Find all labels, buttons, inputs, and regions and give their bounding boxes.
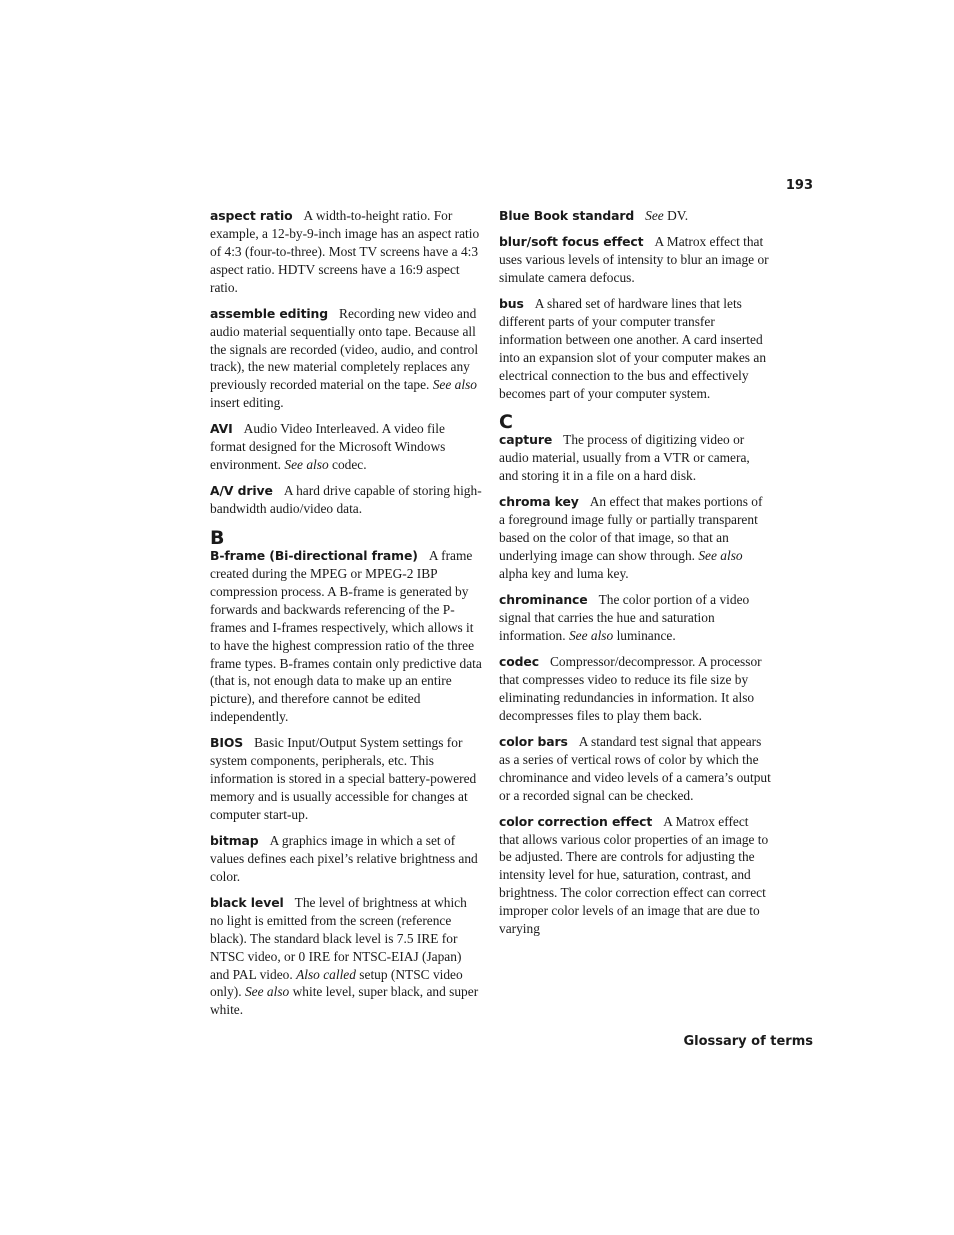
glossary-term: capture (499, 432, 553, 448)
glossary-definition: A hard drive capable of storing high-bandwidth audio/video data. (210, 483, 482, 517)
glossary-term: blur/soft focus effect (499, 234, 644, 250)
glossary-definition: The process of digitizing video or audio material, usually from a VTR or camera, and storing it in a file on a hard disk. (499, 432, 750, 484)
glossary-term: chroma key (499, 494, 579, 510)
glossary-definition: Recording new video and audio material sequentially onto tape. Because all the signals are recorded (video, audio, and control track), the new material completely replaces any previously recorded material on the tape. (210, 305, 479, 393)
section-heading-b: B (210, 527, 225, 550)
glossary-entry-bus (499, 295, 771, 402)
see-also-reference: insert editing. (210, 395, 284, 411)
see-also-label: See also (698, 548, 743, 564)
see-also-label: See also (568, 627, 614, 643)
glossary-term: A/V drive (210, 483, 273, 499)
glossary-entry-bios (210, 734, 482, 824)
glossary-entry-codec (499, 653, 771, 725)
glossary-definition: Compressor/decompressor. A processor that compresses video to reduce its file size by eliminating redundancies in information. It also decompresses files to play them back. (499, 653, 762, 723)
glossary-definition: An effect that makes portions of a foreground image fully or partially transparent based on the color of that image, so that an underlying image can show through. (499, 494, 763, 564)
glossary-term: black level (210, 894, 284, 910)
glossary-definition: A Matrox effect that allows various color properties of an image to be adjusted. There are controls for adjusting the intensity level for hue, saturation, contrast, and brightness. The color correction effect can correct improper color levels of an image that are due to varying (499, 813, 769, 937)
see-also-label: See also (284, 457, 329, 473)
glossary-term: aspect ratio (210, 208, 293, 223)
glossary-term: assemble editing (210, 305, 329, 321)
page-number: 193 (785, 178, 813, 193)
glossary-term: Blue Book standard (499, 208, 635, 223)
glossary-definition: The color portion of a video signal that carries the hue and saturation information. (499, 592, 750, 643)
glossary-term: bitmap (210, 833, 259, 849)
glossary-entry-av-drive (210, 482, 482, 518)
section-heading-c: C (499, 411, 513, 434)
glossary-entry-aspect-ratio (210, 207, 482, 297)
glossary-column-right (499, 207, 771, 946)
glossary-term: color correction effect (499, 813, 653, 829)
glossary-entry-b-frame (210, 547, 482, 726)
see-also-reference: alpha key and luma key. (499, 565, 629, 581)
glossary-definition: A graphics image in which a set of values defines each pixel’s relative brightness and color. (210, 833, 478, 884)
glossary-entry-assemble-editing (210, 305, 482, 412)
glossary-term: chrominance (499, 592, 588, 608)
glossary-definition: A Matrox effect that uses various levels of intensity to blur an image or simulate camera defocus. (499, 234, 769, 285)
glossary-term: color bars (499, 733, 568, 749)
glossary-definition: Basic Input/Output System settings for system components, peripherals, etc. This information is stored in a special battery-powered memory and is usually accessible for changes at computer start-up. (210, 735, 477, 822)
glossary-term: codec (499, 653, 539, 669)
glossary-term: B-frame (Bi-directional frame) (210, 548, 418, 564)
see-label: See (645, 208, 664, 223)
glossary-entry-capture (499, 431, 771, 485)
see-also-reference: luminance. (616, 627, 676, 643)
see-reference: DV. (667, 208, 689, 223)
glossary-definition: A width-to-height ratio. For example, a 12-by-9-inch image has an aspect ratio of 4:3 (four-to-three). Most TV screens have a 4:3 aspect ratio. HDTV screens have a 16:9 aspect ratio. (210, 208, 480, 295)
glossary-definition: Audio Video Interleaved. A video file format designed for the Microsoft Windows environment. (210, 421, 446, 473)
glossary-definition: A shared set of hardware lines that lets different parts of your computer transfer information between one another. A card inserted into an expansion slot of your computer makes an electrical connection to the bus and effectively becomes part of your computer system. (499, 296, 767, 401)
see-also-reference: white level, super black, and super white. (210, 984, 479, 1018)
glossary-entry-bitmap (210, 832, 482, 886)
glossary-term: AVI (210, 421, 233, 437)
glossary-term: bus (499, 296, 524, 311)
glossary-entry-chroma-key (499, 493, 771, 583)
glossary-entry-blur-soft-focus-effect (499, 233, 771, 287)
also-called-reference: setup (NTSC video only). (210, 966, 463, 1000)
page-footer: Glossary of terms (683, 1034, 813, 1049)
glossary-entry-color-correction-effect (499, 813, 771, 938)
see-also-reference: codec. (332, 457, 367, 473)
glossary-entry-color-bars (499, 733, 771, 805)
glossary-term: BIOS (210, 735, 244, 751)
see-also-label: See also (432, 377, 477, 393)
glossary-column-left (210, 207, 482, 1027)
glossary-entry-blue-book-standard (499, 207, 771, 225)
glossary-entry-black-level (210, 894, 482, 1019)
also-called-label: Also called (296, 966, 356, 982)
glossary-entry-chrominance (499, 591, 771, 645)
see-also-label: See also (244, 984, 290, 1000)
glossary-definition: A frame created during the MPEG or MPEG-2 IBP compression process. A B-frame is generated by forwards and backwards referencing of the P-frames and I-frames respectively, which allows it to have the highest compression ratio of the three frame types. B-frames contain only predictive data (that is, not enough data to make up an entire picture), and therefore cannot be edited independently. (210, 548, 482, 725)
glossary-definition: The level of brightness at which no light is emitted from the screen (reference black). The standard black level is 7.5 IRE for NTSC video, or 0 IRE for NTSC-EIAJ (Japan) and PAL video. (210, 894, 467, 982)
glossary-definition: A standard test signal that appears as a series of vertical rows of color by which the chrominance and video levels of a camera’s output or a recorded signal can be checked. (499, 733, 771, 803)
glossary-entry-avi (210, 420, 482, 474)
